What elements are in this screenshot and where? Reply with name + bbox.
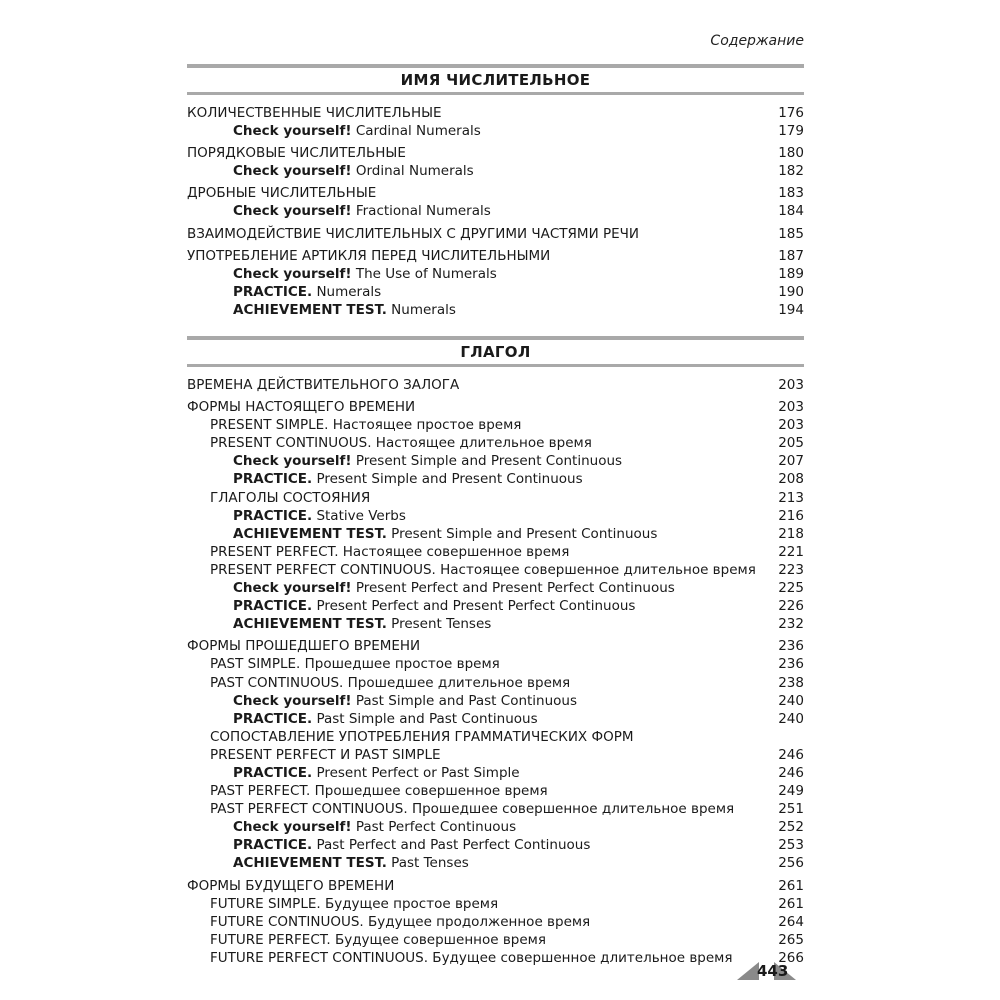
toc-entry-text: Present Perfect or Past Simple <box>316 764 520 781</box>
toc-entry-title <box>233 615 491 633</box>
toc-page-number: 185 <box>778 225 804 242</box>
toc-entry-title <box>233 202 491 220</box>
toc-entry-text: PRESENT SIMPLE. Настоящее простое время <box>210 417 522 434</box>
toc-entry-label: PRACTICE. <box>233 283 313 300</box>
toc-entry-title <box>210 931 546 949</box>
toc-entry-label: PRACTICE. <box>233 507 313 524</box>
toc-page-number: 184 <box>778 203 804 220</box>
toc-entry[interactable] <box>187 728 804 746</box>
toc-section-verb <box>187 336 804 967</box>
toc-subentry[interactable] <box>187 854 804 872</box>
toc-entry-title <box>210 416 521 434</box>
toc-entry-title <box>210 655 500 673</box>
toc-page-number: 203 <box>778 377 804 393</box>
toc-entry-text: PRESENT PERFECT. Настоящее совершенное время <box>210 543 570 560</box>
toc-entry-text: ПОРЯДКОВЫЕ ЧИСЛИТЕЛЬНЫЕ <box>187 145 406 162</box>
toc-page-number: 216 <box>778 507 804 524</box>
toc-entry-title <box>233 836 590 854</box>
toc-entry-text: Fractional Numerals <box>355 203 491 220</box>
toc-entry-label: PRACTICE. <box>233 837 313 854</box>
toc-entry[interactable] <box>187 674 804 692</box>
toc-entry-title <box>210 895 498 913</box>
toc-entry-text: PRESENT PERFECT И PAST SIMPLE <box>210 746 441 763</box>
toc-page-number: 238 <box>778 674 804 691</box>
toc-entry-text: ДРОБНЫЕ ЧИСЛИТЕЛЬНЫЕ <box>187 185 377 202</box>
toc-entry-title <box>233 122 481 140</box>
toc-page-number: 236 <box>778 656 804 673</box>
toc-entry[interactable] <box>187 104 804 122</box>
toc-entry-title <box>210 746 441 764</box>
toc-page-number: 218 <box>778 525 804 542</box>
toc-entry-label: Check yourself! <box>233 580 352 597</box>
toc-entry-title <box>187 376 459 394</box>
toc-entry-label: ACHIEVEMENT TEST. <box>233 855 387 872</box>
toc-page-number: 252 <box>778 819 804 836</box>
toc-page-number: 207 <box>778 453 804 470</box>
toc-entry-title <box>233 692 577 710</box>
page-number-marker <box>737 962 796 980</box>
toc-entry[interactable] <box>187 561 804 579</box>
toc-page-number: 240 <box>778 692 804 709</box>
toc-entry-text: ГЛАГОЛЫ СОСТОЯНИЯ <box>210 489 371 506</box>
page-number: 443 <box>757 962 789 980</box>
toc-entry-title <box>233 265 497 283</box>
toc-entry-text: Past Simple and Past Continuous <box>355 692 578 709</box>
toc-entry-label: ACHIEVEMENT TEST. <box>233 301 387 318</box>
toc-entry-text: Cardinal Numerals <box>355 123 481 140</box>
toc-subentry[interactable] <box>187 597 804 615</box>
toc-entry[interactable] <box>187 543 804 561</box>
toc-entry-title <box>210 561 756 579</box>
toc-page-number: 205 <box>778 435 804 452</box>
toc-subentry[interactable] <box>187 283 804 301</box>
toc-entry-label: Check yourself! <box>233 265 352 282</box>
toc-entry-text: PRESENT PERFECT CONTINUOUS. Настоящее совершенное длительное время <box>210 561 756 578</box>
toc-entry[interactable] <box>187 913 804 931</box>
toc-page-number: 213 <box>778 489 804 506</box>
toc-entry-text: Past Perfect Continuous <box>355 819 517 836</box>
toc-entry-title <box>233 854 469 872</box>
toc-entry-text: PRESENT CONTINUOUS. Настоящее длительное время <box>210 435 592 452</box>
toc-entry-text: FUTURE PERFECT CONTINUOUS. Будущее совершенное длительное время <box>210 949 733 966</box>
toc-entry-label: PRACTICE. <box>233 598 313 615</box>
toc-page-number: 221 <box>778 543 804 560</box>
toc-page-number: 251 <box>778 801 804 818</box>
toc-entry-label: PRACTICE. <box>233 764 313 781</box>
toc-entry-label: PRACTICE. <box>233 471 313 488</box>
toc-entry[interactable] <box>187 247 804 265</box>
toc-entry-text: Ordinal Numerals <box>355 163 474 180</box>
section-title: ИМЯ ЧИСЛИТЕЛЬНОЕ <box>187 64 804 95</box>
toc-page-number: 189 <box>778 265 804 282</box>
toc-entry-label: Check yourself! <box>233 203 352 220</box>
toc-page-number: 208 <box>778 471 804 488</box>
toc-entry-text: ВЗАИМОДЕЙСТВИЕ ЧИСЛИТЕЛЬНЫХ С ДРУГИМИ ЧАСТЯМИ РЕЧИ <box>187 225 639 242</box>
toc-page-number: 261 <box>778 877 804 894</box>
toc-entry-text: УПОТРЕБЛЕНИЕ АРТИКЛЯ ПЕРЕД ЧИСЛИТЕЛЬНЫМИ <box>187 247 551 264</box>
toc-subentry[interactable] <box>187 710 804 728</box>
toc-page-number: 236 <box>778 638 804 655</box>
toc-entry-title <box>233 162 474 180</box>
toc-page-number: 266 <box>778 949 804 966</box>
toc-entry-text: Present Perfect and Present Perfect Continuous <box>316 598 636 615</box>
toc-entry-title <box>187 225 639 243</box>
toc-entry-label: Check yourself! <box>233 692 352 709</box>
toc-page-number: 187 <box>778 247 804 264</box>
toc-subentry[interactable] <box>187 265 804 283</box>
toc-entry-title <box>233 525 657 543</box>
toc-entry-title <box>210 728 634 746</box>
toc-page-number: 253 <box>778 837 804 854</box>
toc-entry-text: Present Perfect and Present Perfect Continuous <box>355 580 675 597</box>
toc-page-number: 256 <box>778 855 804 872</box>
toc-entry-title <box>233 597 635 615</box>
toc-entry-text: ФОРМЫ ПРОШЕДШЕГО ВРЕМЕНИ <box>187 638 421 655</box>
toc-entry[interactable] <box>187 782 804 800</box>
toc-entry-text: Past Simple and Past Continuous <box>316 710 538 727</box>
toc-entry-text: PAST PERFECT CONTINUOUS. Прошедшее совершенное длительное время <box>210 801 735 818</box>
toc-entry-text: Present Simple and Present Continuous <box>355 453 623 470</box>
toc-entry[interactable] <box>187 398 804 416</box>
toc-entry-text: КОЛИЧЕСТВЕННЫЕ ЧИСЛИТЕЛЬНЫЕ <box>187 105 442 121</box>
toc-entry-title <box>210 434 592 452</box>
toc-entry-label: Check yourself! <box>233 163 352 180</box>
toc-entry-text: Present Tenses <box>391 616 492 633</box>
toc-entry-title <box>187 398 415 416</box>
toc-entry-title <box>210 489 370 507</box>
toc-entry-title <box>233 470 583 488</box>
toc-page-number: 264 <box>778 913 804 930</box>
toc-entry-title <box>233 283 381 301</box>
triangle-left-icon <box>737 962 759 980</box>
toc-entry-text: Present Simple and Present Continuous <box>316 471 583 488</box>
toc-entry-title <box>233 452 622 470</box>
toc-entry-text: Past Perfect and Past Perfect Continuous <box>316 837 591 854</box>
toc-entry[interactable] <box>187 746 804 764</box>
toc-subentry[interactable] <box>187 818 804 836</box>
toc-entry-text: FUTURE CONTINUOUS. Будущее продолженное время <box>210 913 591 930</box>
toc-subentry[interactable] <box>187 836 804 854</box>
toc-entry-text: Present Simple and Present Continuous <box>391 525 658 542</box>
toc-page-number: 203 <box>778 417 804 434</box>
toc-page-number: 190 <box>778 283 804 300</box>
toc-entry-title <box>210 913 590 931</box>
toc-entry-text: ФОРМЫ НАСТОЯЩЕГО ВРЕМЕНИ <box>187 399 416 416</box>
toc-subentry[interactable] <box>187 162 804 180</box>
toc-page-number: 176 <box>778 105 804 121</box>
toc-entry-title <box>210 800 734 818</box>
toc-page-number: 249 <box>778 783 804 800</box>
toc-page-number: 225 <box>778 580 804 597</box>
toc-entry-text: ФОРМЫ БУДУЩЕГО ВРЕМЕНИ <box>187 877 395 894</box>
toc-page-number: 265 <box>778 931 804 948</box>
toc-entry[interactable] <box>187 416 804 434</box>
toc-entry-title <box>187 637 420 655</box>
toc-entry-label: Check yourself! <box>233 453 352 470</box>
toc-subentry[interactable] <box>187 615 804 633</box>
toc-entry-text: Stative Verbs <box>316 507 406 524</box>
toc-entry-text: The Use of Numerals <box>355 265 497 282</box>
toc-page-number: 232 <box>778 616 804 633</box>
toc-entry-text: PAST CONTINUOUS. Прошедшее длительное время <box>210 674 571 691</box>
toc-list <box>187 104 804 319</box>
toc-subentry[interactable] <box>187 764 804 782</box>
toc-subentry[interactable] <box>187 452 804 470</box>
toc-entry-label: Check yourself! <box>233 123 352 140</box>
toc-entry-title <box>233 764 520 782</box>
toc-subentry[interactable] <box>187 579 804 597</box>
running-header: Содержание <box>710 33 804 49</box>
toc-entry-title <box>187 184 376 202</box>
toc-page-number: 179 <box>778 123 804 140</box>
toc-entry-text: FUTURE SIMPLE. Будущее простое время <box>210 895 499 912</box>
toc-entry[interactable] <box>187 434 804 452</box>
toc-entry[interactable] <box>187 895 804 913</box>
toc-entry-text: PAST SIMPLE. Прошедшее простое время <box>210 656 500 673</box>
toc-page-number: 203 <box>778 399 804 416</box>
toc-entry[interactable] <box>187 931 804 949</box>
toc-entry-title <box>210 782 548 800</box>
toc-entry-title <box>187 877 394 895</box>
toc-page-number: 246 <box>778 746 804 763</box>
toc-section-numerals <box>187 64 804 319</box>
toc-page-number: 240 <box>778 710 804 727</box>
toc-subentry[interactable] <box>187 202 804 220</box>
toc-subentry[interactable] <box>187 301 804 319</box>
toc-entry-label: Check yourself! <box>233 819 352 836</box>
toc-entry[interactable] <box>187 877 804 895</box>
toc-entry-label: PRACTICE. <box>233 710 313 727</box>
toc-entry-title <box>210 674 570 692</box>
toc-entry-label: ACHIEVEMENT TEST. <box>233 525 387 542</box>
toc-entry-label: ACHIEVEMENT TEST. <box>233 616 387 633</box>
toc-page-number: 261 <box>778 895 804 912</box>
toc-entry-title <box>210 543 569 561</box>
toc-page-number: 223 <box>778 561 804 578</box>
toc-subentry[interactable] <box>187 692 804 710</box>
section-title: ГЛАГОЛ <box>187 336 804 367</box>
toc-entry-title <box>210 949 733 967</box>
toc-entry[interactable] <box>187 655 804 673</box>
toc-page-number: 183 <box>778 185 804 202</box>
toc-entry-title <box>233 507 406 525</box>
toc-entry-title <box>233 579 675 597</box>
toc-page-number: 180 <box>778 145 804 162</box>
toc-page-number: 194 <box>778 301 804 318</box>
toc-list <box>187 376 804 967</box>
toc-entry-text: Numerals <box>391 301 456 318</box>
toc-page-number: 182 <box>778 163 804 180</box>
toc-entry-title <box>187 104 442 122</box>
toc-entry-text: Numerals <box>316 283 382 300</box>
toc-entry-title <box>233 301 456 319</box>
toc-entry-text: СОПОСТАВЛЕНИЕ УПОТРЕБЛЕНИЯ ГРАММАТИЧЕСКИХ ФОРМ <box>210 728 634 745</box>
toc-entry-text: FUTURE PERFECT. Будущее совершенное время <box>210 931 546 948</box>
toc-entry-title <box>233 818 516 836</box>
toc-subentry[interactable] <box>187 525 804 543</box>
toc-entry[interactable] <box>187 376 804 394</box>
toc-entry-title <box>187 247 550 265</box>
toc-subentry[interactable] <box>187 507 804 525</box>
toc-entry[interactable] <box>187 489 804 507</box>
toc-entry[interactable] <box>187 225 804 243</box>
toc-entry[interactable] <box>187 184 804 202</box>
toc-entry-text: Past Tenses <box>391 855 469 872</box>
toc-entry-text: PAST PERFECT. Прошедшее совершенное время <box>210 783 548 800</box>
toc-page-number: 226 <box>778 598 804 615</box>
toc-entry[interactable] <box>187 637 804 655</box>
toc-entry-title <box>233 710 538 728</box>
toc-subentry[interactable] <box>187 122 804 140</box>
toc-subentry[interactable] <box>187 470 804 488</box>
toc-entry-text: ВРЕМЕНА ДЕЙСТВИТЕЛЬНОГО ЗАЛОГА <box>187 377 460 393</box>
toc-entry[interactable] <box>187 800 804 818</box>
toc-entry[interactable] <box>187 144 804 162</box>
toc-page-number: 246 <box>778 764 804 781</box>
toc-entry-title <box>187 144 406 162</box>
toc-entry[interactable] <box>187 949 804 967</box>
